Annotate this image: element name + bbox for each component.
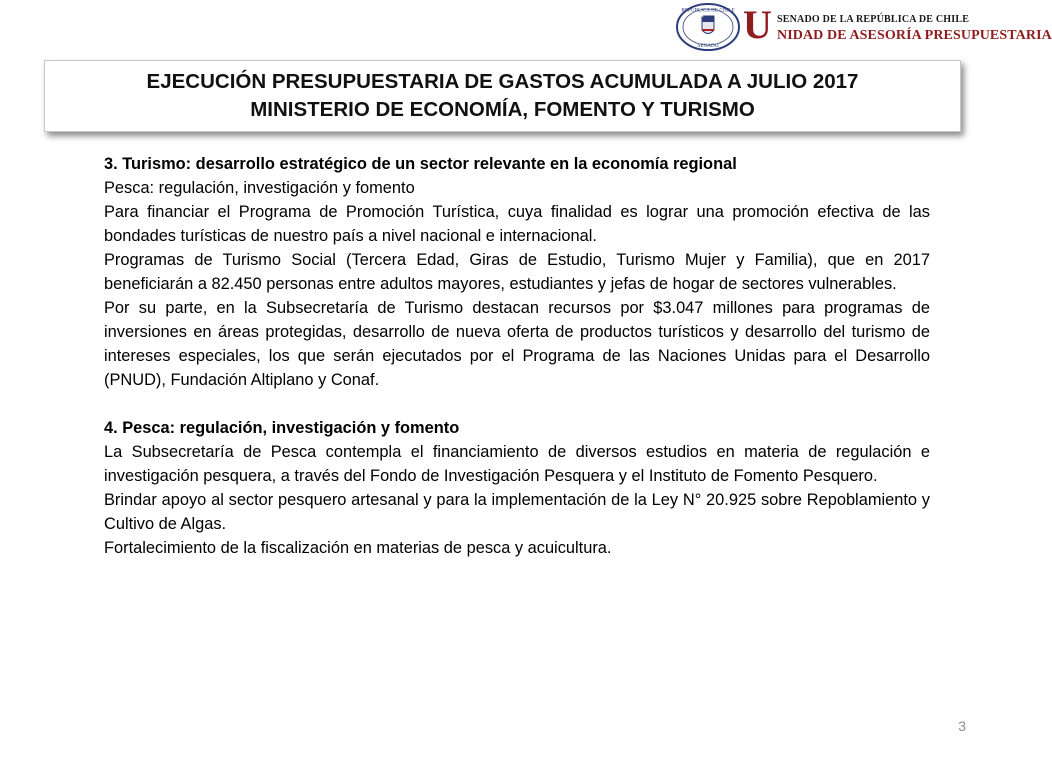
section-3-paragraph: Por su parte, en la Subsecretaría de Turismo destacan recursos por $3.047 millones para programas de inversiones en áreas protegidas, desarrollo de nueva oferta de productos turísticos y desarrollo del turismo de intereses especiales, los que serán ejecutados por el Programa de las Naciones Unidas para el Desarrollo (PNUD), Fundación Altiplano y Conaf. — [104, 299, 930, 389]
section-3-paragraph: Pesca: regulación, investigación y fomento — [104, 179, 415, 197]
brand-senado-text: SENADO DE LA REPÚBLICA DE CHILE — [777, 14, 970, 25]
section-4-heading: 4. Pesca: regulación, investigación y fomento — [104, 419, 460, 437]
slide-title-line2: MINISTERIO DE ECONOMÍA, FOMENTO Y TURISMO — [250, 98, 755, 121]
section-3-heading: 3. Turismo: desarrollo estratégico de un sector relevante en la economía regional — [104, 155, 737, 173]
section-4-paragraph: Brindar apoyo al sector pesquero artesanal y para la implementación de la Ley N° 20.925 sobre Repoblamiento y Cultivo de Algas. — [104, 491, 930, 533]
section-4-paragraph: La Subsecretaría de Pesca contempla el financiamiento de diversos estudios en materia de regulación e investigación pesquera, a través del Fondo de Investigación Pesquera y el Instituto de Fomento Pesquero. — [104, 443, 930, 485]
seal-bottom-text: SENADO — [697, 43, 719, 49]
slide-title-line1: EJECUCIÓN PRESUPUESTARIA DE GASTOS ACUMULADA A JULIO 2017 — [146, 70, 859, 93]
senado-seal-logo — [675, 2, 741, 52]
section-3-paragraph: Para financiar el Programa de Promoción Turística, cuya finalidad es lograr una promoción efectiva de las bondades turísticas de nuestro país a nivel nacional e internacional. — [104, 203, 930, 245]
unidad-asesoria-logo — [743, 2, 1052, 50]
slide-title-box — [44, 60, 961, 132]
section-4-paragraph: Fortalecimiento de la fiscalización en materias de pesca y acuicultura. — [104, 539, 612, 557]
seal-top-text: REPÚBLICA DE CHILE — [681, 7, 735, 14]
section-spacer — [104, 392, 930, 416]
slide-body — [104, 152, 930, 560]
page-number: 3 — [958, 718, 966, 734]
brand-initial: U — [743, 2, 772, 47]
brand-unidad-text: NIDAD DE ASESORÍA PRESUPUESTARIA — [777, 28, 1052, 43]
section-3-paragraph: Programas de Turismo Social (Tercera Edad, Giras de Estudio, Turismo Mujer y Familia), que en 2017 beneficiarán a 82.450 personas entre adultos mayores, estudiantes y jefas de hogar de sectores vulnerables. — [104, 251, 930, 293]
